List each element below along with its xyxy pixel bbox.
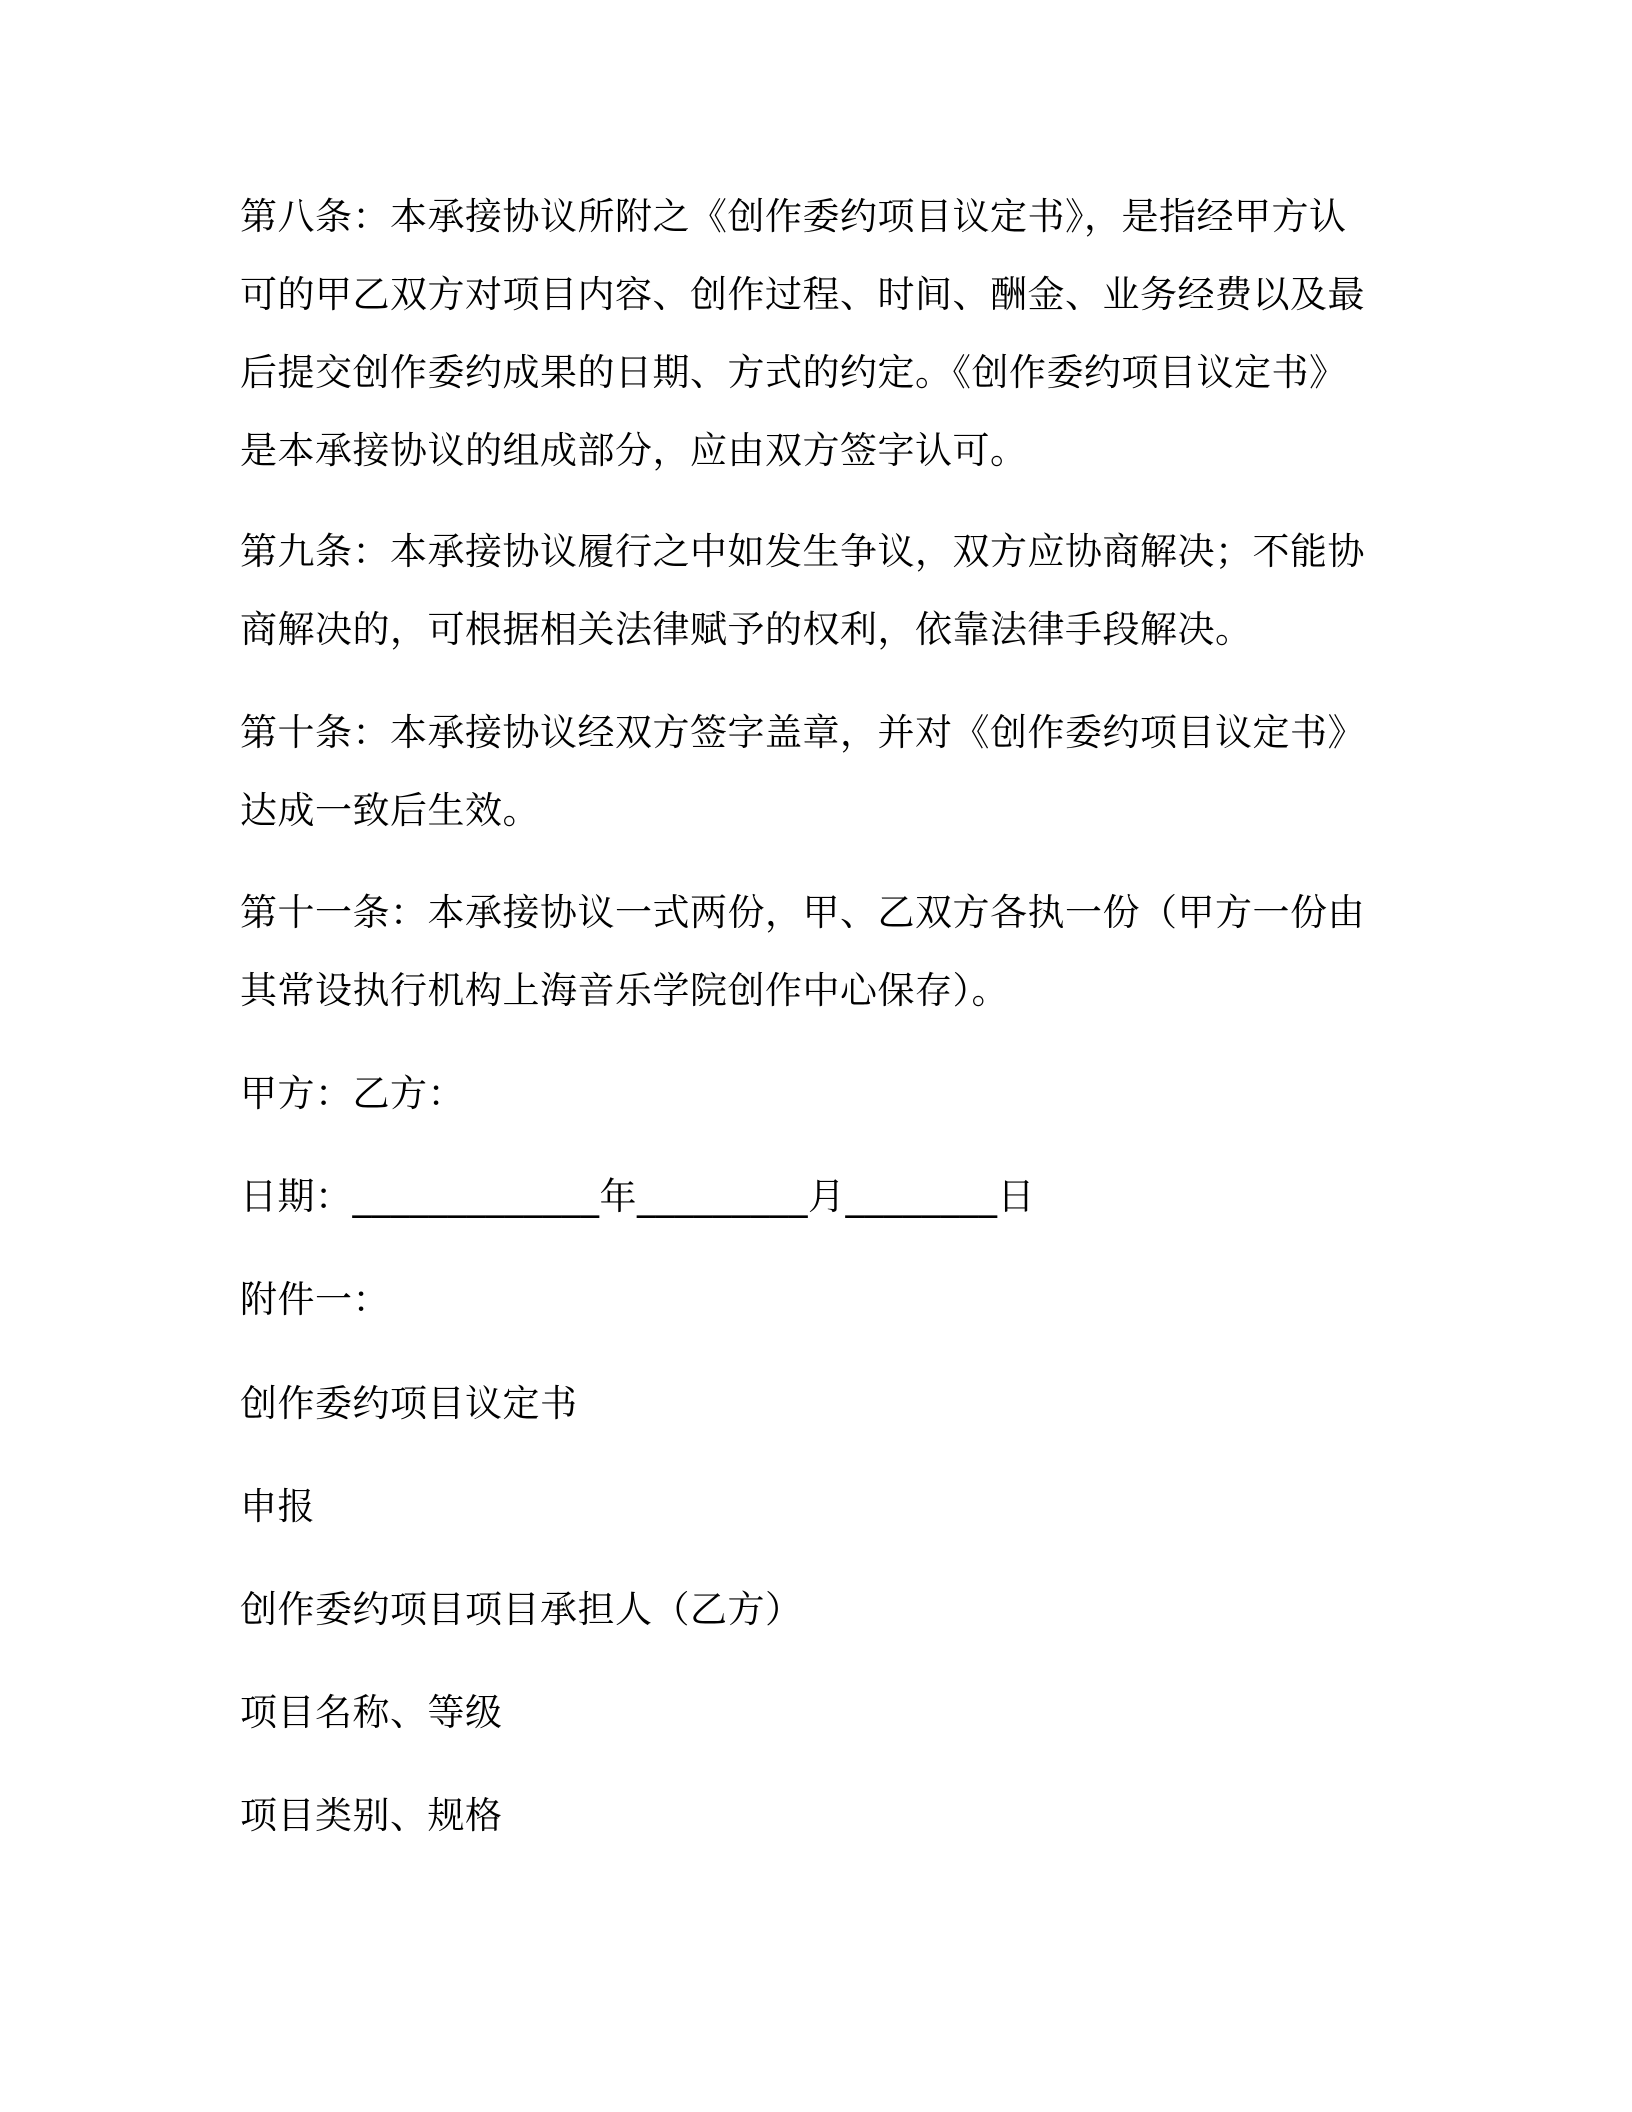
attachment-label: 附件一：	[240, 1278, 390, 1321]
article-11-paragraph	[240, 874, 1365, 1030]
article-8-line-3: 后提交创作委约成果的日期、方式的约定。《创作委约项目议定书》	[240, 351, 1347, 394]
article-9-line-2: 商解决的，可根据相关法律赋予的权利，依靠法律手段解决。	[240, 608, 1253, 651]
parties-line: 甲方：乙方：	[240, 1072, 465, 1115]
article-8-line-2: 可的甲乙双方对项目内容、创作过程、时间、酬金、业务经费以及最	[240, 273, 1365, 316]
article-11-line-1: 第十一条：本承接协议一式两份，甲、乙双方各执一份（甲方一份由	[240, 891, 1365, 934]
article-8-line-1: 第八条：本承接协议所附之《创作委约项目议定书》，是指经甲方认	[240, 195, 1347, 238]
article-10-line-1: 第十条：本承接协议经双方签字盖章，并对《创作委约项目议定书》	[240, 711, 1365, 754]
declare-label: 申报	[240, 1485, 315, 1528]
article-8-line-4: 是本承接协议的组成部分，应由双方签字认可。	[240, 429, 1028, 472]
project-type-label: 项目类别、规格	[240, 1794, 503, 1837]
article-8-paragraph	[240, 178, 1365, 490]
project-name-label: 项目名称、等级	[240, 1691, 503, 1734]
article-9-paragraph	[240, 513, 1365, 669]
article-11-line-2: 其常设执行机构上海音乐学院创作中心保存）。	[240, 969, 1009, 1012]
date-line: 日期：_____________年_________月________日	[240, 1175, 1035, 1218]
undertaker-label: 创作委约项目项目承担人（乙方）	[240, 1588, 803, 1631]
article-9-line-1: 第九条：本承接协议履行之中如发生争议，双方应协商解决；不能协	[240, 530, 1365, 573]
article-10-line-2: 达成一致后生效。	[240, 789, 540, 832]
attachment-title: 创作委约项目议定书	[240, 1382, 578, 1425]
article-10-paragraph	[240, 694, 1365, 850]
